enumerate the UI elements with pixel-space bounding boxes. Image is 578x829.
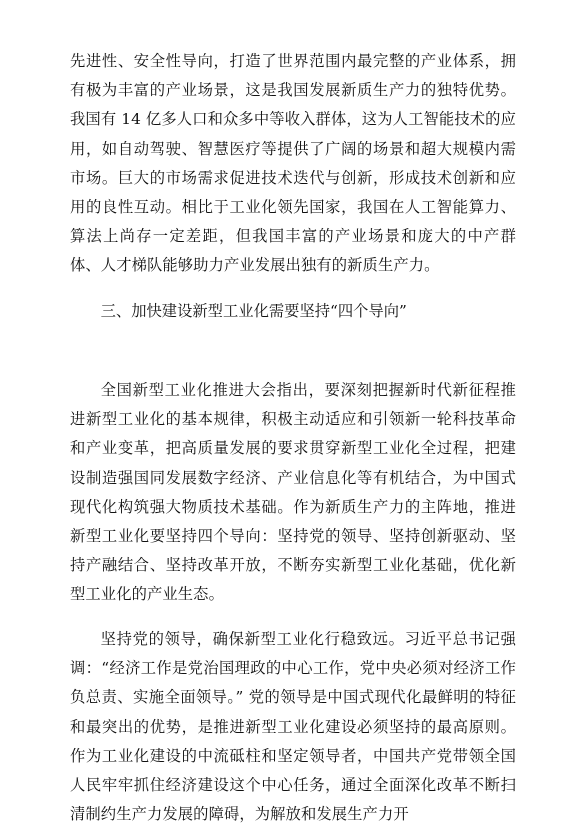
section-heading: 三、加快建设新型工业化需要坚持“四个导向” [100, 302, 407, 320]
body-paragraph-conference: 全国新型工业化推进大会指出，要深刻把握新时代新征程推进新型工业化的基本规律，积极主动适应和引领新一轮科技革命和产业变革，把高质量发展的要求贯穿新型工业化全过程，把建设制造强国同发展数字经济、产业信息化等有机结合，为中国式现代化构筑强大物质技术基础。作为新质生产力的主阵地，推进新型工业化要坚持四个导向：坚持党的领导、坚持创新驱动、坚持产融结合、坚持改革开放，不断夯实新型工业化基础，优化新型工业化的产业生态。 [70, 381, 516, 604]
body-paragraph-party-leadership: 坚持党的领导，确保新型工业化行稳致远。习近平总书记强调：“经济工作是党治国理政的中心工作，党中央必须对经济工作负总责、实施全面领导。” 党的领导是中国式现代化最鲜明的特征和最突出的优势，是推进新型工业化建设必须坚持的最高原则。作为工业化建设的中流砥柱和坚定领导者，中国共产党带领全国人民牢牢抓住经济建设这个中心任务，通过全面深化改革不断扫清制约生产力发展的障碍，为解放和发展生产力开 [70, 630, 516, 824]
body-paragraph-continued: 先进性、安全性导向，打造了世界范围内最完整的产业体系，拥有极为丰富的产业场景，这是我国发展新质生产力的独特优势。我国有 14 亿多人口和众多中等收入群体，这为人工智能技术的应用，如自动驾驶、智慧医疗等提供了广阔的场景和超大规模内需市场。巨大的市场需求促进技术迭代与创新，形成技术创新和应用的良性互动。相比于工业化领先国家，我国在人工智能算力、算法上尚存一定差距，但我国丰富的产业场景和庞大的中产群体、人才梯队能够助力产业发展出独有的新质生产力。 [70, 52, 516, 275]
